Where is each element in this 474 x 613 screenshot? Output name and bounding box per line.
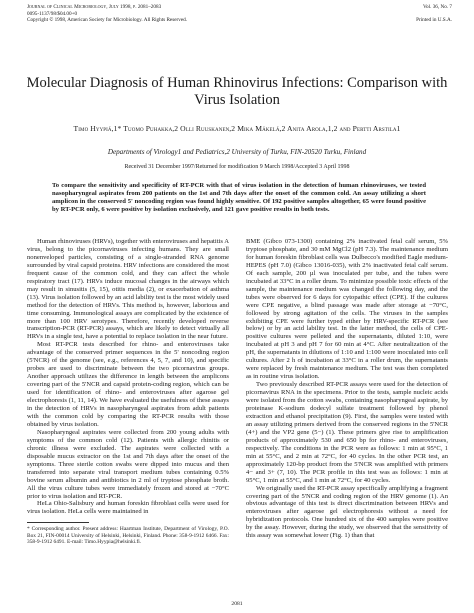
paragraph: Two previously described RT-PCR assays were used for the detection of picornavirus RNA in the specimens. Prior to the tests, sample nucleic acids were isolated from the cotton swabs, containing nasopharyngeal aspirate, by proteinase K-sodium dodecyl sulfate treatment followed by phenol extraction and ethanol precipitation (9). First, the samples were tested with an assay utilizing primers derived from the conserved regions in the 5'NCR (4+) and the VP2 gene (5−) (1). These primers give rise to amplification products of approximately 530 and 650 bp for rhino- and enteroviruses, respectively. The conditions in the PCR were as follows: 1 min at 95°C, 1 min at 55°C, and 2 min at 72°C, for 40 cycles. In the other PCR test, an approximately 120-bp product from the 5'NCR was amplified with primers 4− and 3+ (7, 10). The PCR profile in this test was as follows: 1 min at 95°C, 1 min at 55°C, and 1 min at 72°C, for 40 cycles. bbox=[246, 381, 448, 484]
paragraph: HeLa Ohio-Salisbury and human foreskin fibroblast cells were used for virus isolation. HeLa cells were maintained in bbox=[27, 500, 229, 516]
paragraph: BME (Gibco 073-1300) containing 2% inactivated fetal calf serum, 5% tryptose phosphate, and 30 mM MgCl2 (pH 7.3). The maintenance medium for human foreskin fibroblast cells was Dulbecco's modified Eagle medium-HEPES (pH 7.0) (Gibco 13016-035), with 2% inactivated fetal calf serum. Of each sample, 200 µl was inoculated per tube, and the tubes were incubated at 33°C in a roller drum. To minimize possible toxic effects of the sample, the maintenance medium was changed the following day, and the tubes were observed for 6 days for cytopathic effect (CPE). If the cultures were CPE negative, a blind passage was made after storage at −70°C, followed by strong agitation of the cells. The viruses in the samples exhibiting CPE were further typed either by HRV-specific RT-PCR (see below) or by an acid lability test. In the latter method, the cells of CPE-positive cultures were pelleted and the supernatants, diluted 1:10, were incubated at pH 3 and pH 7 for 60 min at 4°C. After neutralization of the pH, the supernatants in dilutions of 1:10 and 1:100 were inoculated into cell cultures. After 2 h of incubation at 33°C in a roller drum, the supernatants were replaced by fresh maintenance medium. The test was then completed as in routine virus isolation. bbox=[246, 238, 448, 381]
article-title: Molecular Diagnosis of Human Rhinovirus Infections: Comparison with Virus Isolation bbox=[26, 75, 448, 108]
body-column-left bbox=[27, 238, 229, 516]
received-dates: Received 31 December 1997/Returned for modification 9 March 1998/Accepted 3 April 1998 bbox=[124, 164, 350, 170]
copyright-line: Copyright © 1998, American Society for Microbiology. All Rights Reserved. bbox=[27, 17, 188, 24]
volume-number: Vol. 36, No. 7 bbox=[422, 4, 452, 10]
body-column-right bbox=[246, 238, 448, 540]
corresponding-author-footnote: * Corresponding author. Present address: Haartman Institute, Department of Virology, P.O. Box 21, FIN-00014 University of Helsinki, Helsinki, Finland. Phone: 358-9-1912 6466. Fax: 358-9-1912 6491. E-mail: Timo.Hyypia@helsinki.fi. bbox=[27, 526, 229, 546]
abstract: To compare the sensitivity and specificity of RT-PCR with that of virus isolation in the detection of human rhinoviruses, we tested nasopharyngeal aspirates from 200 patients on the 1st and 7th days after the onset of the common cold. An assay utilizing a short amplicon in the conserved 5' noncoding region was found highly sensitive. Of 192 positive samples altogether, 65 were found positive by RT-PCR only, 6 were positive by isolation exclusively, and 121 gave positive results in both tests. bbox=[52, 182, 426, 213]
paragraph: Most RT-PCR tests described for rhino- and enteroviruses take advantage of the conserved primer sequences in the 5' noncoding region (5'NCR) of the genome (see, e.g., references 4, 5, 7, and 10), and specific probes are used to discriminate between the two picornavirus groups. Another approach utilizes the difference in length between the amplicons covering part of the 5'NCR and capsid protein-coding region, which can be used for identification of rhino- and enteroviruses after agarose gel electrophoresis (1, 11, 14). We have evaluated the usefulness of these assays in the detection of HRVs in nasopharyngeal aspirates from adult patients with the common cold by comparing the RT-PCR results with those obtained by virus isolation. bbox=[27, 341, 229, 428]
footnote-rule bbox=[27, 522, 89, 523]
page-number: 2081 bbox=[231, 601, 243, 607]
issn-line: 0095-1137/98/$04.00+0 bbox=[27, 10, 78, 17]
paragraph: Nasopharyngeal aspirates were collected from 200 young adults with symptoms of the common cold (12). Patients with allergic rhinitis or chronic illness were excluded. The aspirates were collected with a disposable mucus extractor on the 1st and 7th days after the onset of the symptoms. Three sterile cotton swabs were dipped into mucus and then transferred into separate viral transport medium tubes containing 0.5% bovine serum albumin and antibiotics in 2 ml of tryptose phosphate broth. All the virus culture tubes were immediately frozen and stored at −70°C prior to virus isolation and RT-PCR. bbox=[27, 428, 229, 500]
author-list: Timo Hyypiä,1* Tuomo Puhakka,2 Olli Ruuskanen,2 Mika Mäkelä,2 Anita Arola,1,2 and Pertti Arstila1 bbox=[73, 124, 401, 133]
journal-header bbox=[27, 4, 327, 24]
paragraph: Human rhinoviruses (HRVs), together with enteroviruses and hepatitis A virus, belong to the picornaviruses infecting humans. They are small nonenveloped particles, consisting of a single-stranded RNA genome surrounded by viral capsid proteins. HRV infections are considered the most frequent cause of the common cold, and they can affect the whole respiratory tract (17). HRVs induce mucosal changes in the airways which may result in sinusitis (5, 15), otitis media (2), or exacerbation of asthma (13). Virus isolation followed by an acid lability test is the most widely used method for the detection of HRVs. This method is, however, laborious and time consuming. Immunological assays are complicated by the existence of more than 100 HRV serotypes. Therefore, recently developed reverse transcription-PCR (RT-PCR) assays, which are likely to detect virtually all HRVs in a single test, have a potential to replace isolation in the near future. bbox=[27, 238, 229, 341]
affiliation: Departments of Virology1 and Pediatrics,2 University of Turku, FIN-20520 Turku, Finland bbox=[107, 148, 367, 156]
journal-citation: Journal of Clinical Microbiology, July 1998, p. 2081–2083 bbox=[27, 4, 162, 10]
paragraph: We originally used the RT-PCR assay specifically amplifying a fragment covering part of the 5'NCR and coding region of the HRV genome (1). An obvious advantage of this test is direct discrimination between HRVs and enteroviruses after agarose gel electrophoresis without a need for hybridization protocols. One hundred six of the 400 samples were positive by the assay. However, during the study, we observed that the sensitivity of this assay was somewhat lower (Fig. 1) than that bbox=[246, 484, 448, 540]
volume-header bbox=[416, 4, 452, 24]
printed-in: Printed in U.S.A. bbox=[416, 17, 452, 24]
